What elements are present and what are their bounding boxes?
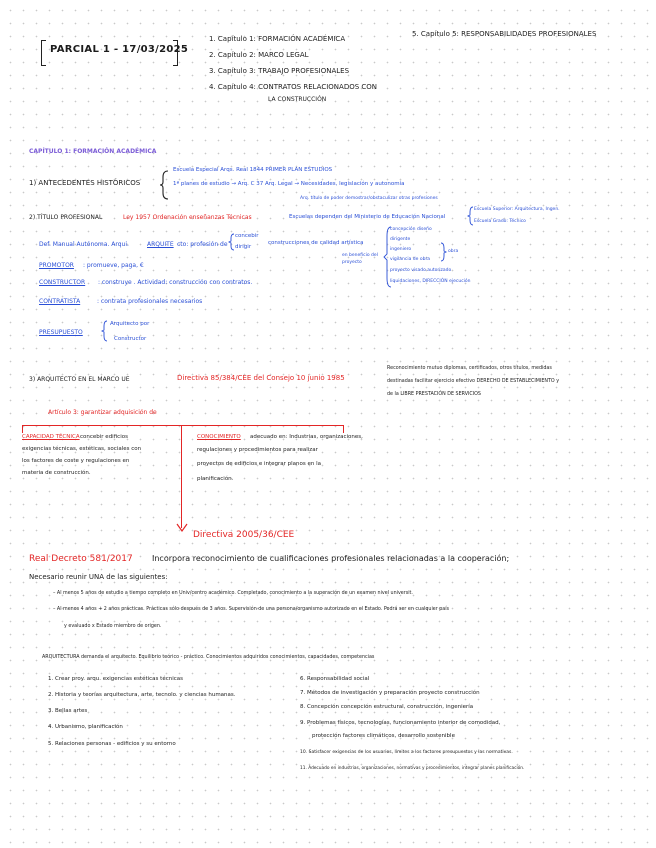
right-list-6: liquidaciones, DIRECCIÓN ejecución	[390, 279, 471, 284]
real-decreto-item-1: – Al menos 5 años de estudio a tiempo completo en Univ/centro académico. Completado, conocimiento a la superación de un examen nivel universit.	[53, 591, 413, 596]
constructor-text: : construye . Actividad: construcción con contratos.	[98, 279, 253, 286]
arq-left-4: 4. Urbanismo, planificación	[48, 724, 123, 730]
capacidad-text-3: los factores de coste y regulaciones en	[22, 458, 130, 464]
arq-right-8: 8. Concepción concepción estructural, construcción, ingeniería	[300, 704, 474, 710]
titulo-ley: Ley 1957 Ordenación enseñanzas Técnicas	[123, 214, 252, 221]
arq-left-5: 5. Relaciones personas - edificios y su entorno	[48, 741, 176, 747]
parcial-title: PARCIAL 1 - 17/03/2025	[50, 44, 189, 55]
conocimiento-text-2: regulaciones y procedimientos para realizar	[197, 447, 318, 453]
arq-right-7: 7. Métodos de investigación y preparación proyecto construcción	[300, 690, 480, 696]
presupuesto-label: PRESUPUESTO	[39, 329, 83, 336]
antecedentes-line-1: Escuela Especial Arqs. Real 1844 PRIMER PLAN ESTUDIOS	[173, 167, 333, 173]
cap1-title: CAPÍTULO 1: FORMACIÓN ACADÉMICA	[29, 148, 157, 155]
chapter-2: 2. Capítulo 2: MARCO LEGAL	[209, 51, 309, 59]
real-decreto-item-2: – Al menos 4 años + 2 años prácticas. Prácticas sólo después de 3 años. Supervisión de una persona/organismo autorizado en el Estado. Podrá ser en cualquier país	[53, 607, 450, 612]
def-tail-2: en beneficio del proyecto	[342, 253, 378, 265]
obra-brace	[441, 242, 446, 262]
titulo-label: 2) TÍTULO PROFESIONAL	[29, 214, 103, 221]
arq-right-9: 9. Problemas físicos, tecnologías, funcionamiento interior de comodidad,	[300, 720, 501, 726]
right-list-5: proyecto visado autorizado	[390, 268, 452, 273]
arq-left-3: 3. Bellas artes	[48, 708, 88, 714]
presupuesto-branch-2: Constructor	[114, 336, 147, 342]
right-list-3: ingeniero	[390, 247, 412, 252]
presupuesto-brace	[102, 320, 108, 342]
directiva-side-3: de la LIBRE PRESTACIÓN DE SERVICIOS	[387, 392, 481, 397]
directiva-side-2: destinadas facilitar ejercicio efectivo DERECHO DE ESTABLECIMIENTO y	[387, 379, 560, 384]
def-branch-1: concebir	[235, 233, 259, 239]
right-list-4: vigilancia de obra	[390, 257, 431, 262]
conocimiento-text-1: adecuado en: Industrias, organizaciones,	[250, 434, 363, 440]
def-tail: construcciones de calidad artística	[268, 240, 364, 246]
arquitecto-label: 3) ARQUITECTO EN EL MARCO UE	[29, 376, 130, 383]
def-branch-2: dirigir	[235, 244, 252, 250]
arq-left-2: 2. Historia y teorías arquitectura, arte, tecnolo. y ciencias humanas.	[48, 692, 236, 698]
parcial-bracket-right	[173, 40, 178, 66]
arq-left-1: 1. Crear proy. arqu. exigencias estéticas técnicas	[48, 676, 183, 682]
capacidad-text-4: materia de construcción.	[22, 470, 91, 476]
def-post: cto: profesión de	[177, 241, 228, 248]
arq-right-9b: protección factores climáticos, desarrollo sostenible	[312, 733, 455, 739]
chapter-4: 4. Capítulo 4: CONTRATOS RELACIONADOS CON	[209, 83, 378, 91]
titulo-side-1: Escuela Superior: Arquitectura, Ingen.	[474, 207, 560, 212]
articulo-stem	[181, 425, 182, 528]
arq-right-11: 11. Adecuado en industrias, organizaciones, normativas y procedimientos, integrar planes planificación.	[300, 766, 525, 771]
constructor-label: CONSTRUCTOR	[39, 279, 86, 286]
chapter-4-cont: LA CONSTRUCCIÓN	[268, 96, 327, 103]
parcial-bracket	[41, 40, 46, 66]
directiva-2005: Directiva 2005/36/CEE	[193, 530, 295, 540]
articulo-tick-left	[22, 425, 23, 433]
directiva-85: Directiva 85/384/CEE del Consejo 10 junio 1985	[177, 374, 345, 382]
real-decreto-title: Real Decreto 581/2017	[29, 554, 133, 564]
capacidad-text-1: concebir edificios	[80, 434, 128, 440]
arquitectura-title: ARQUITECTURA demanda el arquitecto. Equilibrio teórico - práctico. Conocimientos adquiridos conocimientos, capacidades, competencias	[42, 655, 375, 660]
def-prefix: Def. Manual Autónoma. Arqui.	[39, 241, 129, 248]
conocimiento-text-3: proyectos de edificios e integrar planos en la	[197, 461, 322, 467]
titulo-side-2: Escuela Grado: Técnico	[474, 219, 526, 224]
real-decreto-sub: Necesario reunir UNA de las siguientes:	[29, 573, 168, 581]
right-list-2: dirigente	[390, 237, 411, 242]
real-decreto-rest: Incorpora reconocimiento de cualificaciones profesionales relacionadas a la cooperación;	[152, 554, 510, 563]
antecedentes-line-2: 1ª planes de estudio → Arq. C 37 Arq. Legal → Necesidades, legislación y autonomía	[173, 181, 405, 187]
chapter-3: 3. Capítulo 3: TRABAJO PROFESIONALES	[209, 67, 350, 75]
articulo-arrow	[176, 523, 188, 533]
antecedentes-brace	[160, 170, 170, 200]
contratista-text: : contrata profesionales necesarios	[97, 298, 203, 305]
articulo-underline	[22, 425, 344, 426]
articulo-3: Artículo 3: garantizar adquisición de	[48, 409, 157, 416]
directiva-side-1: Reconocimiento mutuo diplomas, certificados, otros títulos, medidas	[387, 366, 552, 371]
capacidad-text-2: exigencias técnicas, estéticas, sociales con	[22, 446, 142, 452]
right-list-1: concepción diseño	[390, 227, 432, 232]
chapter-1: 1. Capítulo 1: FORMACIÓN ACADÉMICA	[209, 35, 346, 43]
promotor-text: : promueve, paga, €	[83, 262, 144, 269]
conocimiento-text-4: planificación.	[197, 476, 234, 482]
articulo-tick-right	[343, 425, 344, 433]
arq-right-10: 10. Satisfacer exigencias de los usuarios, límites a los factores presupuestos y las normativas.	[300, 750, 513, 755]
def-word: ARQUITE	[147, 241, 174, 248]
obra-label: obra	[448, 249, 459, 254]
antecedentes-line-3: Arq. título de poder demostrar/obstaculizar otras profesiones	[300, 196, 438, 201]
titulo-rest: Escuelas dependen del Ministerio de Educación Nacional	[289, 214, 446, 220]
presupuesto-branch-1: Arquitecto por	[110, 321, 150, 327]
arq-right-6: 6. Responsabilidad social	[300, 676, 370, 682]
antecedentes-label: 1) ANTECEDENTES HISTÓRICOS	[29, 179, 141, 187]
conocimiento-label: CONOCIMIENTO	[197, 434, 241, 440]
chapter-5: 5. Capítulo 5: RESPONSABILIDADES PROFESIONALES	[412, 30, 597, 38]
real-decreto-item-3: y evaluado x Estado miembro de origen.	[64, 624, 162, 629]
promotor-label: PROMOTOR	[39, 262, 74, 269]
contratista-label: CONTRATISTA	[39, 298, 81, 305]
capacidad-label: CAPACIDAD TÉCNICA	[22, 434, 80, 440]
